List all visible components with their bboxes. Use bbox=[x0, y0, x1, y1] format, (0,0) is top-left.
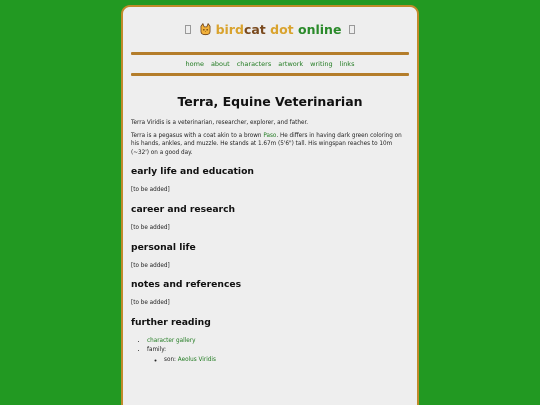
cat-face-icon bbox=[199, 23, 212, 36]
list-item-gallery bbox=[147, 337, 409, 347]
main-nav bbox=[131, 55, 409, 73]
character-gallery-link[interactable]: character gallery bbox=[147, 337, 196, 344]
nav-link-characters[interactable]: characters bbox=[236, 60, 272, 68]
list-item-son bbox=[164, 356, 409, 366]
section-heading-personal-life: personal life bbox=[131, 241, 196, 253]
section-heading-career: career and research bbox=[131, 203, 236, 215]
description-text-b: . He differs in having dark green coloring on his hands, ankles, and muzzle. He stands at 1.67m (5'6") tall. His wingspan reaches to 10m (~32') on a good day. bbox=[131, 132, 402, 156]
nav-link-links[interactable]: links bbox=[339, 60, 355, 68]
content-card bbox=[121, 5, 419, 405]
nav-link-artwork[interactable]: artwork bbox=[278, 60, 304, 68]
intro-paragraph: Terra Viridis is a veterinarian, researcher, explorer, and father. bbox=[131, 120, 309, 126]
page-title: Terra, Equine Veterinarian bbox=[177, 94, 363, 109]
site-title[interactable] bbox=[216, 22, 342, 37]
paso-link[interactable]: Paso bbox=[263, 132, 277, 139]
nav-link-home[interactable]: home bbox=[185, 60, 204, 68]
section-body-personal-life: [to be added] bbox=[131, 262, 170, 269]
family-sublist bbox=[147, 356, 409, 366]
description-text-a: Terra is a pegasus with a coat akin to a brown bbox=[131, 132, 264, 139]
family-label: family: bbox=[147, 347, 167, 354]
section-heading-further-reading: further reading bbox=[131, 316, 211, 328]
son-link[interactable]: Aeolus Viridis bbox=[177, 356, 216, 363]
site-title-bird: bird bbox=[215, 22, 244, 37]
site-title-dot: dot bbox=[265, 22, 298, 37]
missing-glyph-icon-right bbox=[349, 25, 355, 34]
section-body-early-life: [to be added] bbox=[131, 187, 170, 194]
description-paragraph bbox=[131, 132, 409, 158]
section-body-career: [to be added] bbox=[131, 224, 170, 231]
list-item-family bbox=[147, 346, 409, 365]
site-title-online: online bbox=[297, 22, 342, 37]
site-header bbox=[131, 7, 409, 52]
site-title-cat: cat bbox=[243, 22, 266, 37]
son-label: son: bbox=[164, 356, 178, 363]
missing-glyph-icon-left bbox=[185, 25, 191, 34]
nav-link-about[interactable]: about bbox=[210, 60, 230, 68]
nav-bottom-rule bbox=[131, 73, 409, 76]
section-body-notes: [to be added] bbox=[131, 300, 170, 307]
section-heading-notes: notes and references bbox=[131, 279, 242, 291]
nav-link-writing[interactable]: writing bbox=[310, 60, 333, 68]
section-heading-early-life: early life and education bbox=[131, 166, 254, 178]
further-reading-list bbox=[131, 337, 409, 366]
